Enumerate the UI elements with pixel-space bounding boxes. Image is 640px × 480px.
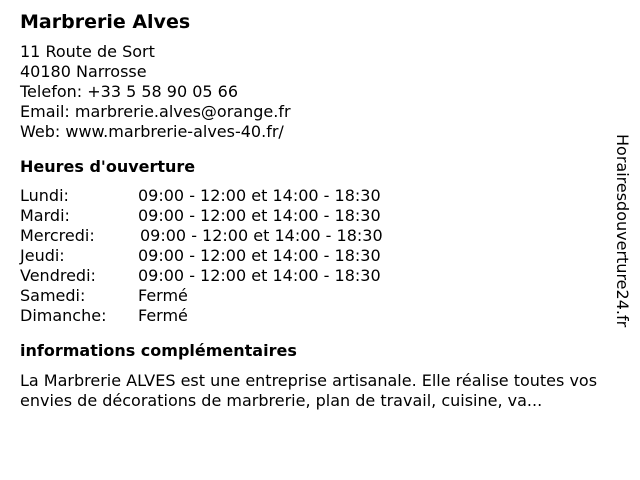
info-heading: informations complémentaires — [20, 341, 297, 360]
hours-row-monday — [20, 186, 620, 206]
day-hours: Fermé — [138, 286, 188, 305]
business-card — [20, 10, 620, 411]
watermark-text: Horairesdouverture24.fr — [613, 134, 632, 328]
day-hours: 09:00 - 12:00 et 14:00 - 18:30 — [138, 186, 381, 205]
day-label: Mardi: — [20, 206, 70, 225]
hours-row-sunday — [20, 306, 620, 326]
address-line-2: 40180 Narrosse — [20, 62, 147, 81]
day-label: Samedi: — [20, 286, 86, 305]
day-label: Jeudi: — [20, 246, 65, 265]
address-line-1: 11 Route de Sort — [20, 42, 155, 61]
hours-row-thursday — [20, 246, 620, 266]
day-hours: 09:00 - 12:00 et 14:00 - 18:30 — [140, 226, 383, 245]
hours-heading: Heures d'ouverture — [20, 157, 196, 176]
phone-line: Telefon: +33 5 58 90 05 66 — [20, 82, 239, 101]
hours-row-tuesday — [20, 206, 620, 226]
day-hours: 09:00 - 12:00 et 14:00 - 18:30 — [138, 266, 381, 285]
day-hours: 09:00 - 12:00 et 14:00 - 18:30 — [138, 246, 381, 265]
hours-row-saturday — [20, 286, 620, 306]
hours-row-wednesday — [20, 226, 620, 246]
day-label: Dimanche: — [20, 306, 107, 325]
email-line: Email: marbrerie.alves@orange.fr — [20, 102, 291, 121]
hours-table — [20, 186, 620, 326]
day-label: Lundi: — [20, 186, 69, 205]
day-hours: 09:00 - 12:00 et 14:00 - 18:30 — [138, 206, 381, 225]
hours-row-friday — [20, 266, 620, 286]
day-hours: Fermé — [138, 306, 188, 325]
day-label: Mercredi: — [20, 226, 95, 245]
day-label: Vendredi: — [20, 266, 96, 285]
web-line: Web: www.marbrerie-alves-40.fr/ — [20, 122, 284, 141]
info-text: La Marbrerie ALVES est une entreprise artisanale. Elle réalise toutes vos envies de décorations de marbrerie, plan de travail, cuisine, va... — [20, 371, 598, 410]
business-name: Marbrerie Alves — [20, 11, 191, 33]
